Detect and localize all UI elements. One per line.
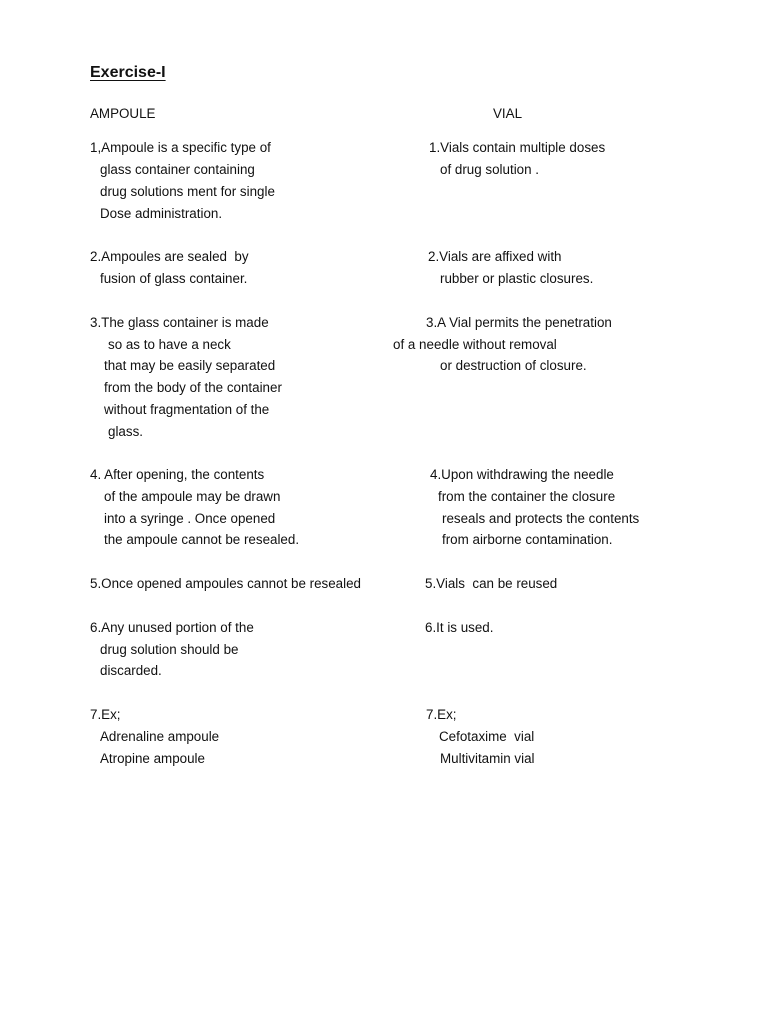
vial-header: VIAL <box>493 106 523 121</box>
ampoule-line: drug solutions ment for single <box>100 184 275 199</box>
ampoule-line: discarded. <box>100 663 162 678</box>
ampoule-line: 4. After opening, the contents <box>90 467 265 482</box>
ampoule-line: that may be easily separated <box>104 358 276 373</box>
ampoule-header: AMPOULE <box>90 106 156 121</box>
ampoule-line: so as to have a neck <box>108 337 231 352</box>
ampoule-line: without fragmentation of the <box>104 402 270 417</box>
vial-line: 7.Ex; <box>426 707 457 722</box>
vial-line: from airborne contamination. <box>442 532 613 547</box>
vial-line: or destruction of closure. <box>440 358 587 373</box>
ampoule-line: Adrenaline ampoule <box>100 729 220 744</box>
ampoule-line: 1,Ampoule is a specific type of <box>90 140 271 155</box>
vial-line: 6.It is used. <box>425 620 494 635</box>
ampoule-line: from the body of the container <box>104 380 282 395</box>
vial-line: of drug solution . <box>440 162 540 177</box>
ampoule-line: Dose administration. <box>100 206 223 221</box>
vial-line: reseals and protects the contents <box>442 511 640 526</box>
vial-line: 4.Upon withdrawing the needle <box>430 467 614 482</box>
vial-line: 5.Vials can be reused <box>425 576 558 591</box>
ampoule-line: glass container containing <box>100 162 255 177</box>
vial-line: from the container the closure <box>438 489 616 504</box>
ampoule-line: Atropine ampoule <box>100 751 205 766</box>
exercise-title: Exercise-I <box>90 64 166 81</box>
vial-line: 2.Vials are affixed with <box>428 249 562 264</box>
ampoule-line: fusion of glass container. <box>100 271 248 286</box>
ampoule-line: 5.Once opened ampoules cannot be resealed <box>90 576 361 591</box>
ampoule-line: 3.The glass container is made <box>90 315 269 330</box>
ampoule-line: into a syringe . Once opened <box>104 511 276 526</box>
vial-line: 3.A Vial permits the penetration <box>426 315 612 330</box>
vial-line: Multivitamin vial <box>440 751 535 766</box>
vial-line: 1.Vials contain multiple doses <box>429 140 606 155</box>
vial-line: of a needle without removal <box>393 337 557 352</box>
ampoule-line: the ampoule cannot be resealed. <box>104 532 300 547</box>
ampoule-line: glass. <box>108 424 143 439</box>
ampoule-line: 7.Ex; <box>90 707 121 722</box>
ampoule-line: of the ampoule may be drawn <box>104 489 281 504</box>
ampoule-line: 6.Any unused portion of the <box>90 620 254 635</box>
ampoule-line: drug solution should be <box>100 642 239 657</box>
vial-line: rubber or plastic closures. <box>440 271 594 286</box>
ampoule-line: 2.Ampoules are sealed by <box>90 249 249 264</box>
vial-line: Cefotaxime vial <box>439 729 535 744</box>
